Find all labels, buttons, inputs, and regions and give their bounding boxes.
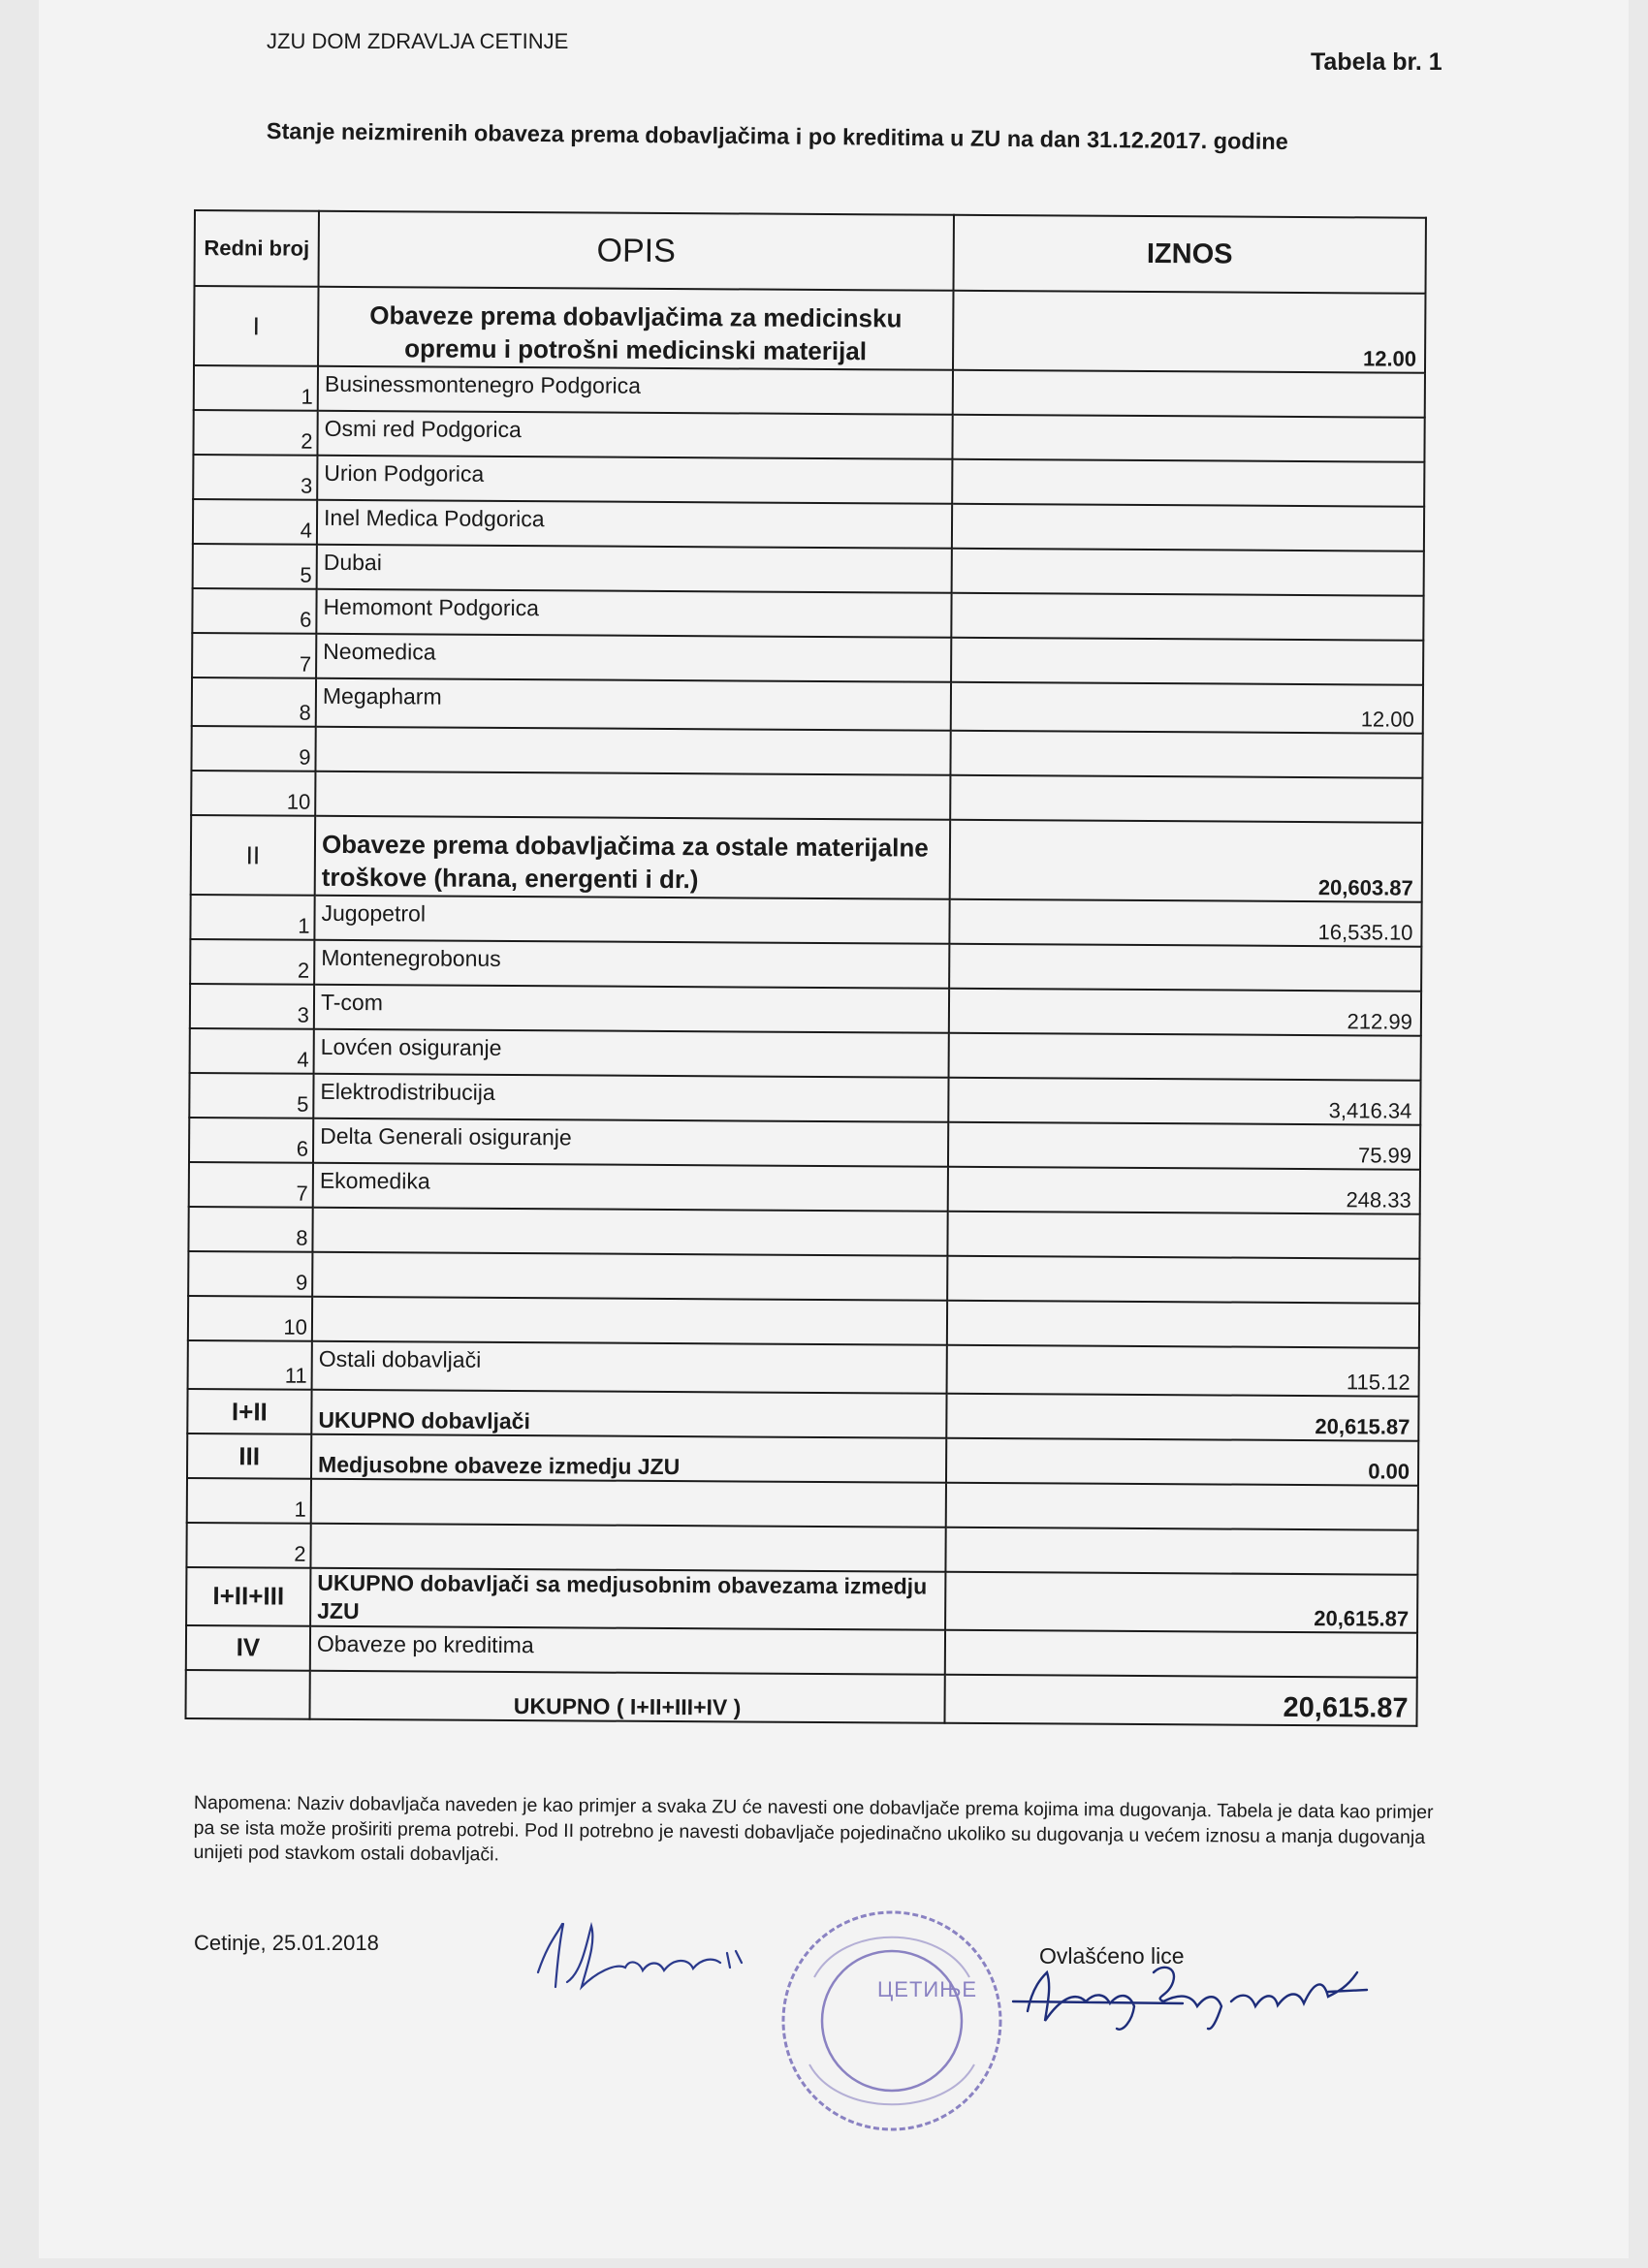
row-supplier — [315, 772, 950, 820]
row-number: 2 — [186, 1523, 310, 1568]
table-header-row — [195, 210, 1426, 294]
table-row — [191, 771, 1422, 823]
row-number: 7 — [189, 1162, 313, 1208]
table-row — [191, 726, 1422, 778]
table-row — [192, 588, 1423, 641]
obligations-table — [184, 209, 1424, 1726]
section-roman: III — [187, 1433, 311, 1479]
row-supplier: Osmi red Podgorica — [317, 411, 952, 459]
section-row-1 — [194, 286, 1425, 373]
grand-total-blank — [185, 1669, 309, 1718]
row-number: 10 — [191, 771, 315, 816]
row-supplier: Inel Medica Podgorica — [317, 500, 952, 549]
row-number: 6 — [189, 1118, 313, 1163]
section-amount — [945, 1629, 1417, 1677]
row-amount — [947, 1212, 1419, 1259]
table-row — [192, 633, 1423, 685]
row-amount — [945, 1528, 1417, 1575]
row-number: 2 — [190, 939, 314, 985]
note-text: Napomena: Naziv dobavljača naveden je kao primjer a svaka ZU će navesti one dobavljače prema kojima ima dugovanja. Tabela je data kao primjer pa se ista može proširiti prema potrebi. Pod II potrebno je navesti dobavljače pojedinačno ukoliko su dugovanja u većem iznosu a manja dugovanja unijeti pod stavkom ostali dobavljači. — [193, 1792, 1434, 1866]
row-amount — [949, 1033, 1421, 1081]
table-row — [193, 410, 1424, 462]
row-supplier: Elektrodistribucija — [313, 1074, 948, 1122]
table-number: Tabela br. 1 — [1311, 48, 1442, 76]
row-supplier: Hemomont Podgorica — [316, 589, 951, 638]
row-supplier — [312, 1252, 947, 1301]
official-stamp-icon — [771, 1900, 1013, 2142]
section-roman: II — [191, 815, 315, 896]
table-row — [189, 1073, 1420, 1125]
header-iznos: IZNOS — [954, 215, 1426, 294]
table-row — [188, 1251, 1419, 1304]
row-amount — [947, 1256, 1419, 1304]
row-number: 4 — [193, 499, 317, 545]
grand-total-label: UKUPNO ( I+II+III+IV ) — [309, 1670, 944, 1722]
total-row-with-jzu — [186, 1567, 1417, 1632]
section-amount: 0.00 — [946, 1438, 1418, 1486]
row-amount: 115.12 — [947, 1345, 1419, 1397]
authorized-person-label: Ovlašćeno lice — [1039, 1943, 1185, 1969]
section-amount: 20,603.87 — [950, 820, 1422, 902]
row-amount: 75.99 — [948, 1122, 1420, 1170]
stamp-text: ЦЕТИЊЕ — [877, 1977, 978, 2001]
table-row — [188, 1207, 1419, 1259]
organization-name: JZU DOM ZDRAVLJA CETINJE — [267, 29, 569, 53]
table-row — [190, 939, 1421, 992]
document-title: Stanje neizmirenih obaveza prema dobavljačima i po kreditima u ZU na dan 31.12.2017. godine — [266, 118, 1288, 155]
row-number: 6 — [192, 588, 316, 634]
row-supplier — [311, 1479, 946, 1528]
row-amount — [953, 370, 1425, 418]
table-row — [188, 1340, 1419, 1397]
total-label: UKUPNO dobavljači sa medjusobnim obavezama izmedju JZU — [310, 1568, 945, 1630]
total-roman: I+II+III — [186, 1567, 310, 1625]
row-number: 8 — [188, 1207, 312, 1252]
section-title: Obaveze prema dobavljačima za medicinsku opremu i potrošni medicinski materijal — [318, 287, 953, 370]
row-amount — [952, 459, 1424, 507]
table-row — [186, 1523, 1417, 1575]
row-number: 2 — [193, 410, 317, 456]
total-label: UKUPNO dobavljači — [311, 1390, 946, 1438]
row-number: 8 — [192, 677, 316, 727]
row-number: 3 — [190, 984, 314, 1029]
row-number: 1 — [190, 895, 314, 940]
table-row — [190, 895, 1421, 947]
section-title: Medjusobne obaveze izmedju JZU — [311, 1434, 946, 1483]
table-row — [190, 1028, 1421, 1081]
total-amount: 20,615.87 — [945, 1572, 1417, 1632]
row-supplier: Ekomedika — [313, 1163, 948, 1212]
row-amount — [950, 775, 1422, 823]
row-amount — [951, 638, 1423, 685]
table-row — [192, 677, 1423, 734]
row-supplier — [312, 1297, 947, 1345]
row-supplier — [312, 1208, 947, 1256]
row-amount — [951, 593, 1423, 641]
total-row-suppliers — [187, 1389, 1418, 1441]
row-supplier: Neomedica — [316, 634, 951, 682]
row-supplier — [315, 727, 950, 775]
section-row-4 — [186, 1624, 1417, 1677]
row-number: 1 — [187, 1478, 311, 1524]
row-amount — [949, 944, 1421, 992]
row-amount — [946, 1483, 1418, 1530]
grand-total-row — [185, 1669, 1416, 1725]
row-supplier: Urion Podgorica — [317, 456, 952, 504]
row-amount — [952, 549, 1424, 596]
total-roman: I+II — [187, 1389, 311, 1434]
row-supplier: Businessmontenegro Podgorica — [318, 366, 953, 415]
row-amount: 248.33 — [948, 1167, 1420, 1214]
row-supplier: Dubai — [317, 545, 952, 593]
table-row — [193, 455, 1424, 507]
row-number: 9 — [188, 1251, 312, 1297]
section-title: Obaveze po kreditima — [310, 1625, 945, 1674]
table-row — [189, 1118, 1420, 1170]
row-number: 7 — [192, 633, 316, 678]
row-supplier — [310, 1524, 945, 1572]
table-row — [187, 1478, 1418, 1530]
row-supplier: Delta Generali osiguranje — [313, 1118, 948, 1167]
table-row — [190, 984, 1421, 1036]
row-number: 11 — [188, 1340, 312, 1390]
section-roman: IV — [186, 1624, 310, 1670]
signature-right-icon — [1008, 1953, 1377, 2040]
row-supplier: Lovćen osiguranje — [314, 1029, 949, 1078]
row-number: 10 — [188, 1296, 312, 1341]
signature-left-icon — [528, 1914, 780, 2001]
section-title: Obaveze prema dobavljačima za ostale materijalne troškove (hrana, energenti i dr.) — [315, 816, 950, 899]
row-amount: 3,416.34 — [948, 1078, 1420, 1125]
row-amount: 12.00 — [951, 682, 1423, 734]
row-supplier: Ostali dobavljači — [312, 1341, 947, 1394]
grand-total-amount: 20,615.87 — [944, 1674, 1416, 1725]
row-supplier: Megapharm — [316, 678, 951, 731]
table-row — [193, 544, 1424, 596]
row-amount: 212.99 — [949, 989, 1421, 1036]
row-amount — [952, 504, 1424, 551]
table-row — [194, 365, 1425, 418]
row-amount: 16,535.10 — [949, 899, 1421, 947]
row-supplier: Montenegrobonus — [314, 940, 949, 989]
row-amount — [947, 1301, 1419, 1348]
row-amount — [952, 415, 1424, 462]
table-row — [188, 1296, 1419, 1348]
table-row — [193, 499, 1424, 551]
row-number: 9 — [191, 726, 315, 772]
header-opis: OPIS — [319, 211, 954, 291]
row-supplier: T-com — [314, 985, 949, 1033]
row-number: 5 — [189, 1073, 313, 1118]
section-amount: 12.00 — [953, 291, 1425, 373]
table-row — [189, 1162, 1420, 1214]
row-number: 4 — [190, 1028, 314, 1074]
row-number: 3 — [193, 455, 317, 500]
section-row-3 — [187, 1433, 1418, 1486]
row-number: 5 — [193, 544, 317, 589]
section-row-2 — [191, 815, 1422, 902]
row-amount — [950, 731, 1422, 778]
header-redni-broj: Redni broj — [195, 210, 319, 287]
row-number: 1 — [194, 365, 318, 411]
total-amount: 20,615.87 — [946, 1394, 1418, 1441]
place-date: Cetinje, 25.01.2018 — [194, 1931, 379, 1955]
row-supplier: Jugopetrol — [314, 896, 949, 944]
section-roman: I — [194, 286, 318, 366]
